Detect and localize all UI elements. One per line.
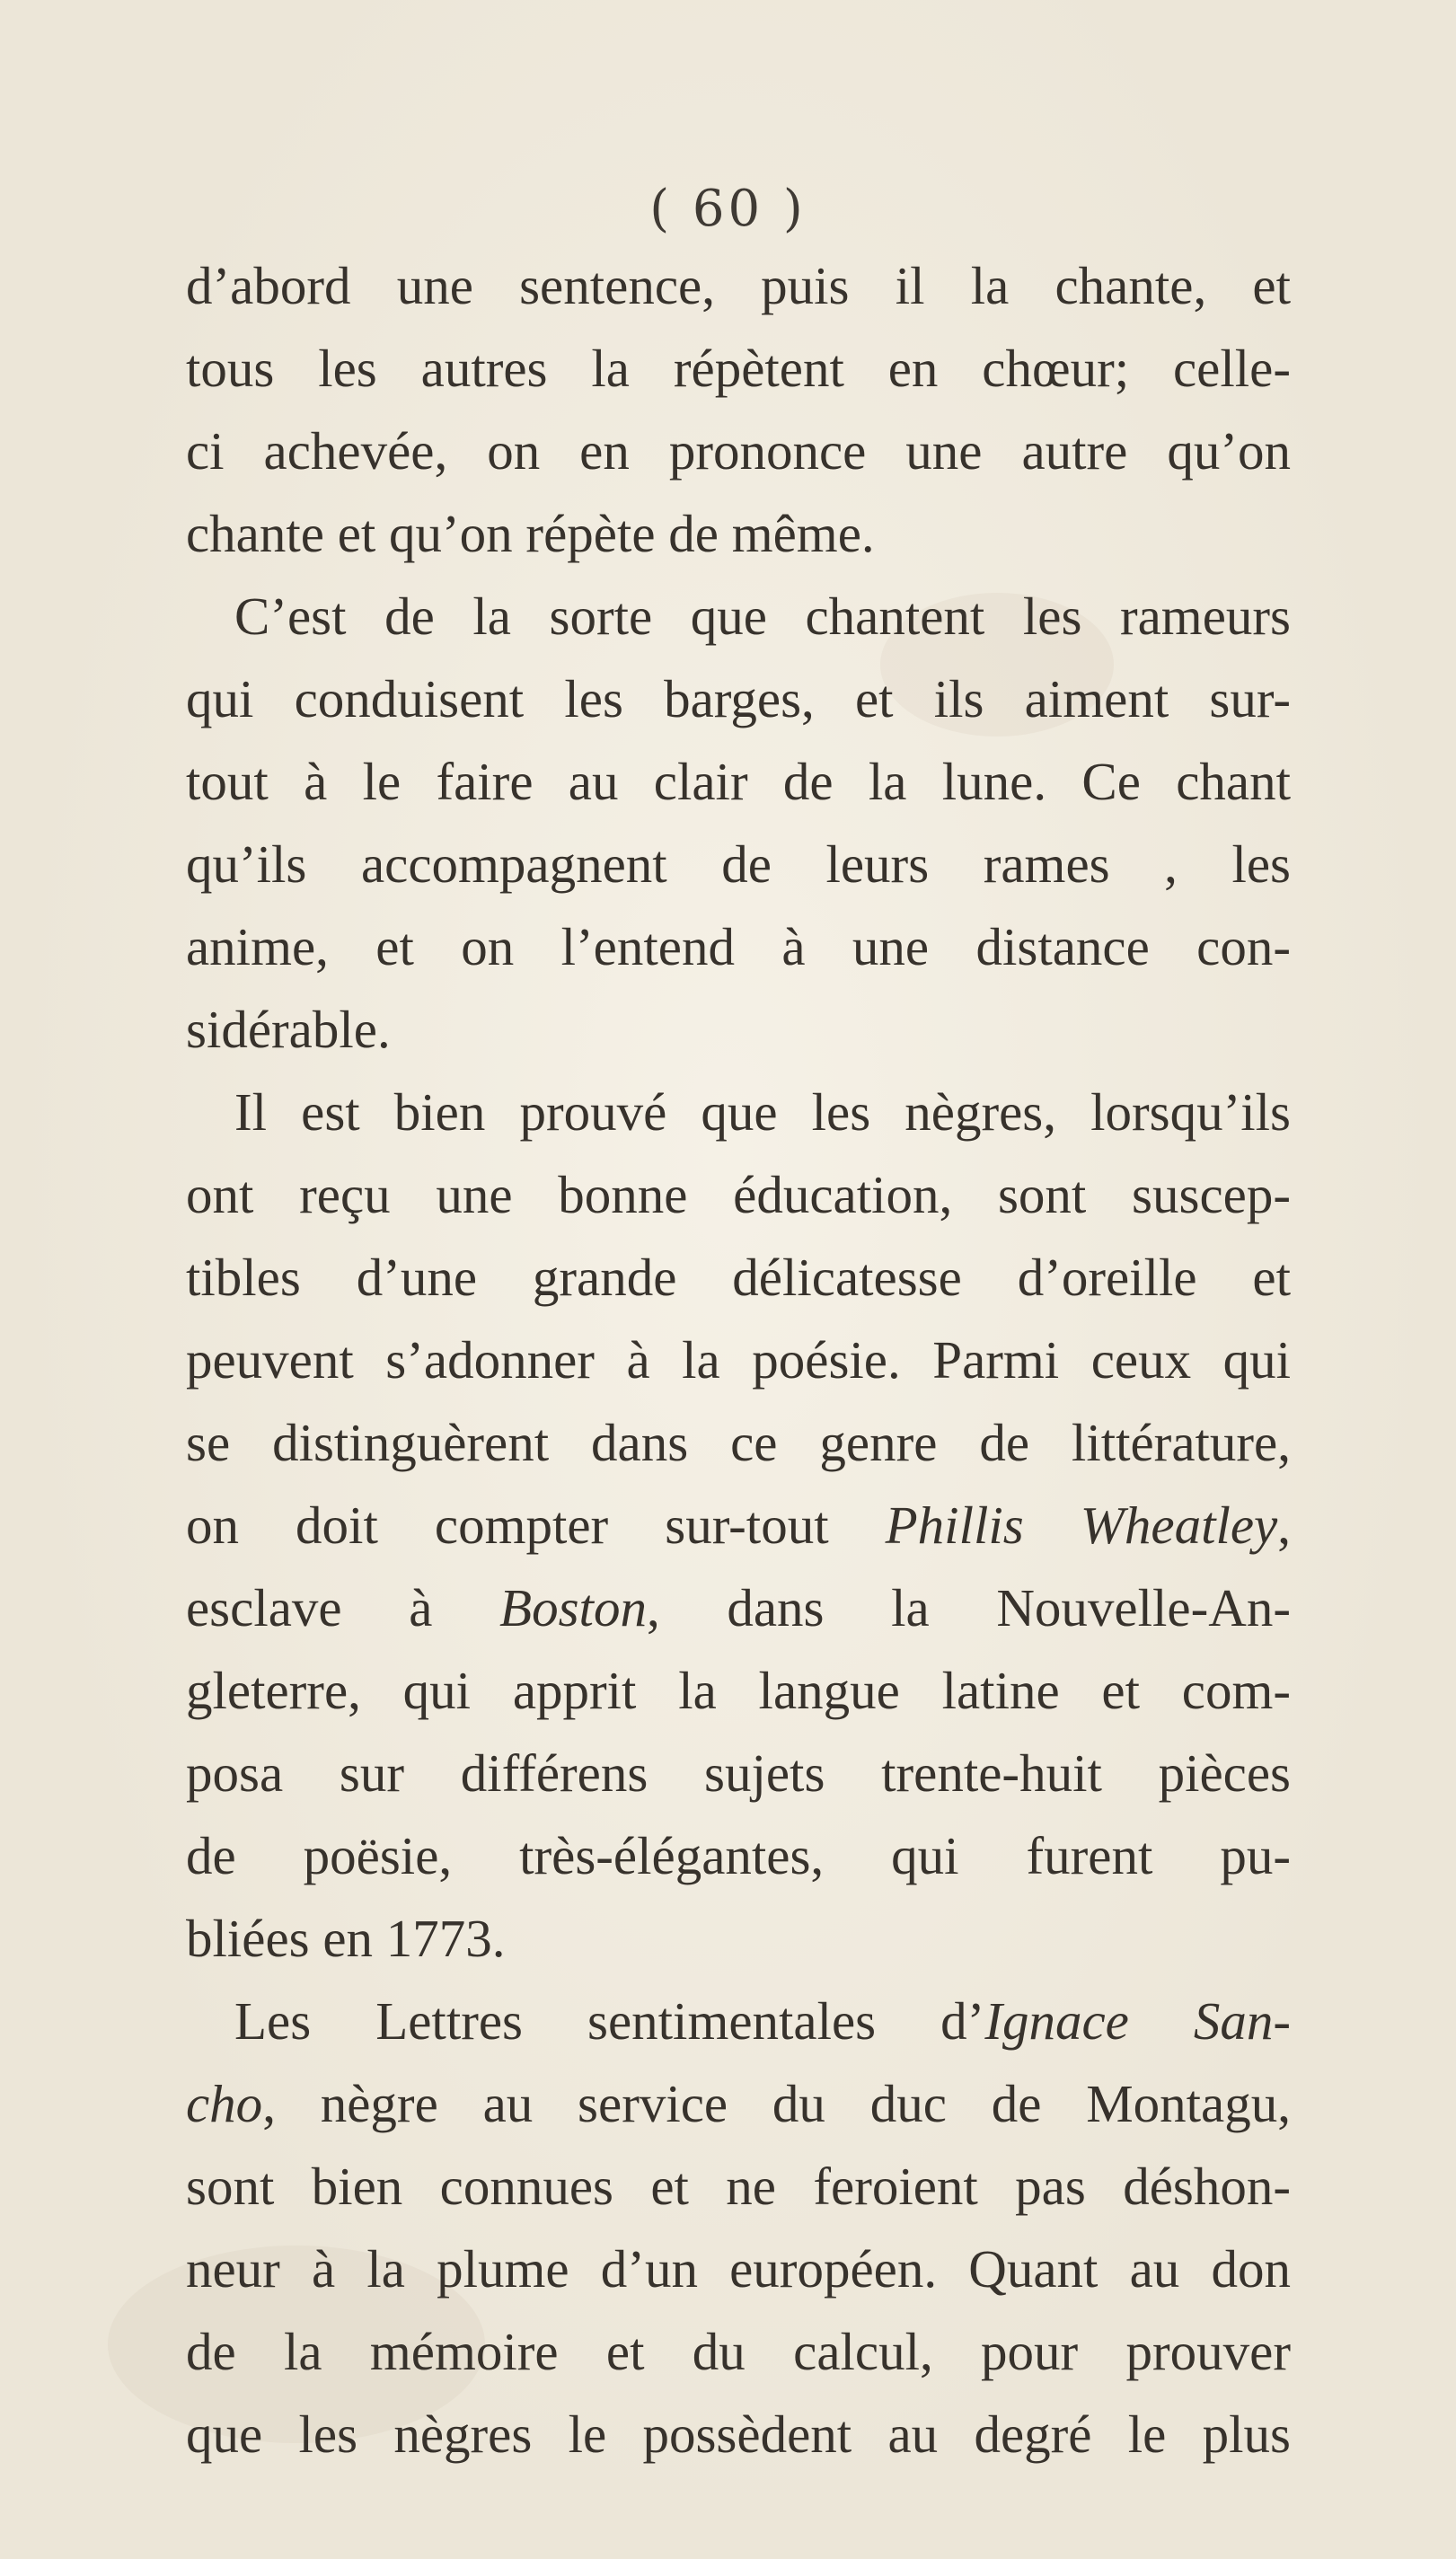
paragraph-end-line: bliées en 1773.: [186, 1909, 506, 1968]
text-line: se distinguèrent dans ce genre de littérature,: [186, 1413, 1291, 1472]
paragraph-start-line: C’est de la sorte que chantent les rameurs: [234, 587, 1291, 646]
person-name: cho: [186, 2074, 263, 2133]
text-line-wheatley: [186, 1484, 1291, 1566]
text-line: ci achevée, on en prononce une autre qu’on: [186, 421, 1291, 481]
text-line: posa sur différens sujets trente-huit pièces: [186, 1743, 1291, 1803]
text-line-boston: [186, 1566, 1291, 1649]
text-line: peuvent s’adonner à la poésie. Parmi ceux qui: [186, 1330, 1291, 1390]
paragraph-start-line: Il est bien prouvé que les nègres, lorsqu’ils: [234, 1082, 1291, 1142]
person-name: Phillis Wheatley: [885, 1496, 1278, 1555]
paragraph-end-line: chante et qu’on répète de même.: [186, 504, 875, 563]
text-line: qu’ils accompagnent de leurs rames , les: [186, 834, 1291, 894]
text-line: anime, et on l’entend à une distance con-: [186, 917, 1291, 976]
text-line: tibles d’une grande délicatesse d’oreille et: [186, 1248, 1291, 1307]
text-line: tous les autres la répètent en chœur; celle-: [186, 339, 1291, 398]
text-line: d’abord une sentence, puis il la chante, et: [186, 256, 1291, 315]
text-line: ont reçu une bonne éducation, sont suscep-: [186, 1165, 1291, 1224]
paragraph-end-line: sidérable.: [186, 1000, 391, 1059]
paragraph-start-line-sancho: [186, 1980, 1291, 2062]
place-name: Boston: [499, 1578, 647, 1637]
text-line: tout à le faire au clair de la lune. Ce chant: [186, 752, 1291, 811]
person-name: Ignace San-: [984, 1991, 1291, 2051]
text-line: de la mémoire et du calcul, pour prouver: [186, 2322, 1291, 2381]
body-text: [186, 244, 1291, 2475]
text-segment: on doit compter sur-tout: [186, 1496, 886, 1555]
text-segment: ,: [1277, 1496, 1291, 1555]
text-line: qui conduisent les barges, et ils aiment sur-: [186, 669, 1291, 728]
text-line-cho: [186, 2062, 1291, 2145]
text-line: gleterre, qui apprit la langue latine et com-: [186, 1661, 1291, 1720]
text-line: neur à la plume d’un européen. Quant au don: [186, 2239, 1291, 2299]
text-segment: esclave à: [186, 1578, 500, 1637]
page-number: ( 60 ): [649, 180, 807, 238]
text-line: que les nègres le possèdent au degré le plus: [186, 2405, 1291, 2464]
text-segment: Les Lettres sentimentales d’: [234, 1991, 985, 2051]
text-segment: , dans la Nouvelle-An-: [646, 1578, 1291, 1637]
text-segment: , nègre au service du duc de Montagu,: [262, 2074, 1291, 2133]
text-line: sont bien connues et ne feroient pas déshon-: [186, 2157, 1291, 2216]
text-line: de poësie, très-élégantes, qui furent pu-: [186, 1826, 1291, 1885]
